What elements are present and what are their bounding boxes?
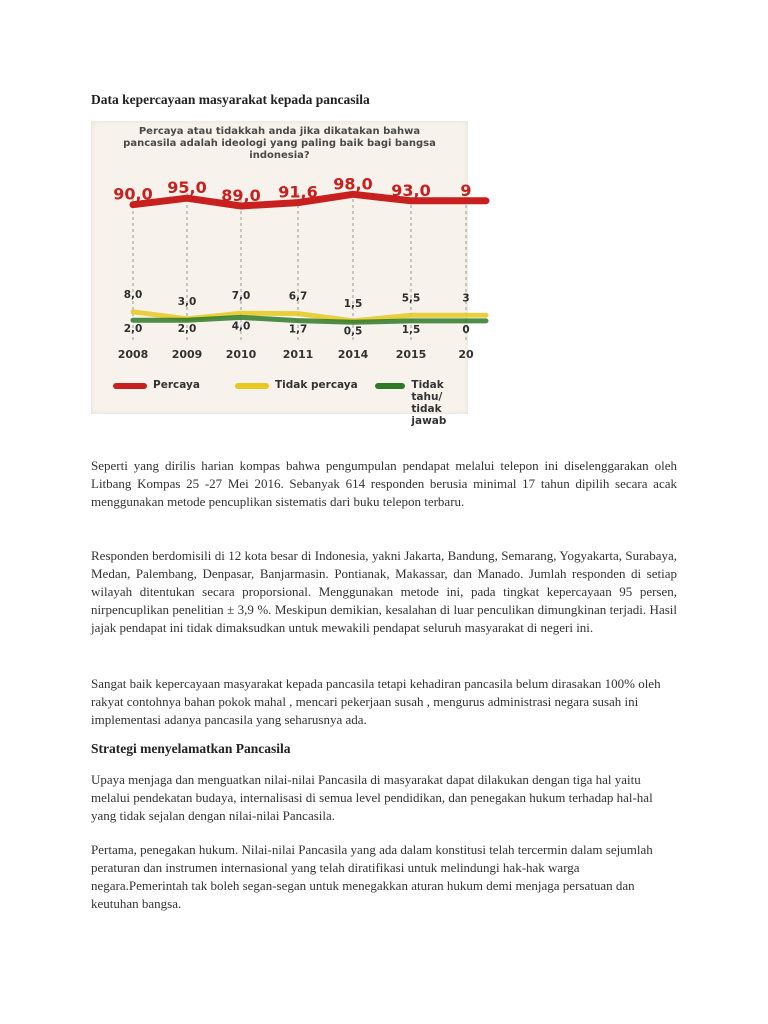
data-label-0-2: 89,0 bbox=[221, 186, 261, 205]
x-tick-label-3: 2011 bbox=[282, 348, 314, 361]
chart-legend bbox=[113, 379, 473, 427]
data-label-1-3: 6,7 bbox=[288, 290, 308, 303]
legend-label-tidak-tahu bbox=[411, 379, 473, 427]
data-label-2-3: 1,7 bbox=[288, 323, 308, 336]
data-label-0-4: 98,0 bbox=[333, 174, 373, 194]
legend-item-tidak-tahu bbox=[375, 379, 473, 427]
legend-swatch-yellow bbox=[235, 383, 269, 389]
paragraph-respondents: Responden berdomisili di 12 kota besar di Indonesia, yakni Jakarta, Bandung, Semarang, Yogyakarta, Surabaya, Medan, Palembang, Denpasar, Banjarmasin. Pontianak, Makassar, dan Manado. Jumlah responden di setiap wilayah ditentukan secara proporsional. Menggunakan metode ini, pada tingkat kepercayaan 95 persen, nirpencuplikan penelitian ± 3,9 %. Meskipun demikian, kesalahan di luar penculikan dimungkinan terjadi. Hasil jajak pendapat ini tidak dimaksudkan untuk mewakili pendapat seluruh masyarakat di negeri ini. bbox=[91, 548, 677, 635]
x-tick-label-5: 2015 bbox=[395, 348, 427, 361]
data-label-2-4: 0,5 bbox=[343, 325, 363, 338]
data-label-0-1: 95,0 bbox=[167, 178, 207, 198]
legend-label-tidak-tahu-line2: tidak jawab bbox=[411, 403, 447, 427]
legend-item-percaya bbox=[113, 379, 200, 391]
paragraph-trust-opinion: Sangat baik kepercayaan masyarakat kepada pancasila tetapi kehadiran pancasila belum dirasakan 100% oleh rakyat contohnya bahan pokok mahal , mencari pekerjaan susah , mengurus administrasi negara susah ini implementasi adanya pancasila yang seharusnya ada. bbox=[91, 676, 661, 727]
legend-swatch-red bbox=[113, 383, 147, 389]
x-tick-label-4: 2014 bbox=[337, 348, 369, 361]
data-label-1-6: 3 bbox=[462, 292, 470, 305]
x-tick-label-0: 2008 bbox=[117, 348, 149, 361]
data-label-2-6: 0 bbox=[462, 323, 470, 336]
data-label-1-4: 1,5 bbox=[343, 297, 363, 310]
x-tick-label-1: 2009 bbox=[171, 348, 203, 361]
paragraph-law-enforcement: Pertama, penegakan hukum. Nilai-nilai Pancasila yang ada dalam konstitusi telah tercermin dalam sejumlah peraturan dan instrumen internasional yang telah diratifikasi untuk melindungi hak-hak warga negara.Pemerintah tak boleh segan-segan untuk menegakkan aturan hukum demi menjaga persatuan dan keutuhan bangsa. bbox=[91, 842, 653, 911]
newspaper-chart bbox=[91, 121, 474, 427]
x-tick-label-2: 2010 bbox=[225, 348, 257, 361]
legend-label-tidak-percaya: Tidak percaya bbox=[275, 379, 358, 391]
section-heading: Strategi menyelamatkan Pancasila bbox=[91, 741, 291, 756]
x-tick-label-6: 20 bbox=[458, 348, 474, 361]
data-label-2-5: 1,5 bbox=[401, 323, 421, 336]
data-label-2-1: 2,0 bbox=[177, 323, 197, 336]
legend-label-tidak-tahu-line1: Tidak tahu/ bbox=[411, 379, 444, 403]
data-label-0-0: 90,0 bbox=[113, 184, 153, 204]
data-label-2-2: 4,0 bbox=[231, 320, 251, 333]
chart-title-line-2: pancasila adalah ideologi yang paling baik bagi bangsa bbox=[123, 138, 436, 149]
chart-title-line-3: indonesia? bbox=[249, 150, 310, 161]
paragraph-survey-source: Seperti yang dirilis harian kompas bahwa pengumpulan pendapat melalui telepon ini diselenggarakan oleh Litbang Kompas 25 -27 Mei 2016. Sebanyak 614 responden berusia minimal 17 tahun dipilih secara acak menggunakan metode pencuplikan sistematis dari buku telepon terbaru. bbox=[91, 458, 677, 509]
data-label-0-6: 9 bbox=[460, 180, 472, 200]
chart-title-line-1: Percaya atau tidakkah anda jika dikatakan bahwa bbox=[138, 126, 421, 137]
data-label-1-2: 7,0 bbox=[231, 290, 251, 303]
data-label-2-0: 2,0 bbox=[123, 323, 143, 336]
data-label-1-0: 8,0 bbox=[123, 288, 143, 301]
legend-label-percaya: Percaya bbox=[153, 379, 200, 391]
document-title: Data kepercayaan masyarakat kepada pancasila bbox=[91, 92, 370, 107]
series-line-2 bbox=[133, 317, 486, 322]
paragraph-strategy-intro: Upaya menjaga dan menguatkan nilai-nilai Pancasila di masyarakat dapat dilakukan dengan tiga hal yaitu melalui pendekatan budaya, internalisasi di semua level pendidikan, dan penegakan hukum terhadap hal-hal yang tidak sejalan dengan nilai-nilai Pancasila. bbox=[91, 772, 653, 823]
data-label-0-5: 93,0 bbox=[391, 180, 431, 200]
data-label-1-1: 3,0 bbox=[177, 295, 197, 308]
data-label-1-5: 5,5 bbox=[401, 292, 421, 305]
chart-plot bbox=[91, 121, 474, 414]
legend-item-tidak-percaya bbox=[235, 379, 358, 391]
data-label-0-3: 91,6 bbox=[278, 182, 318, 202]
legend-swatch-green bbox=[375, 383, 405, 389]
